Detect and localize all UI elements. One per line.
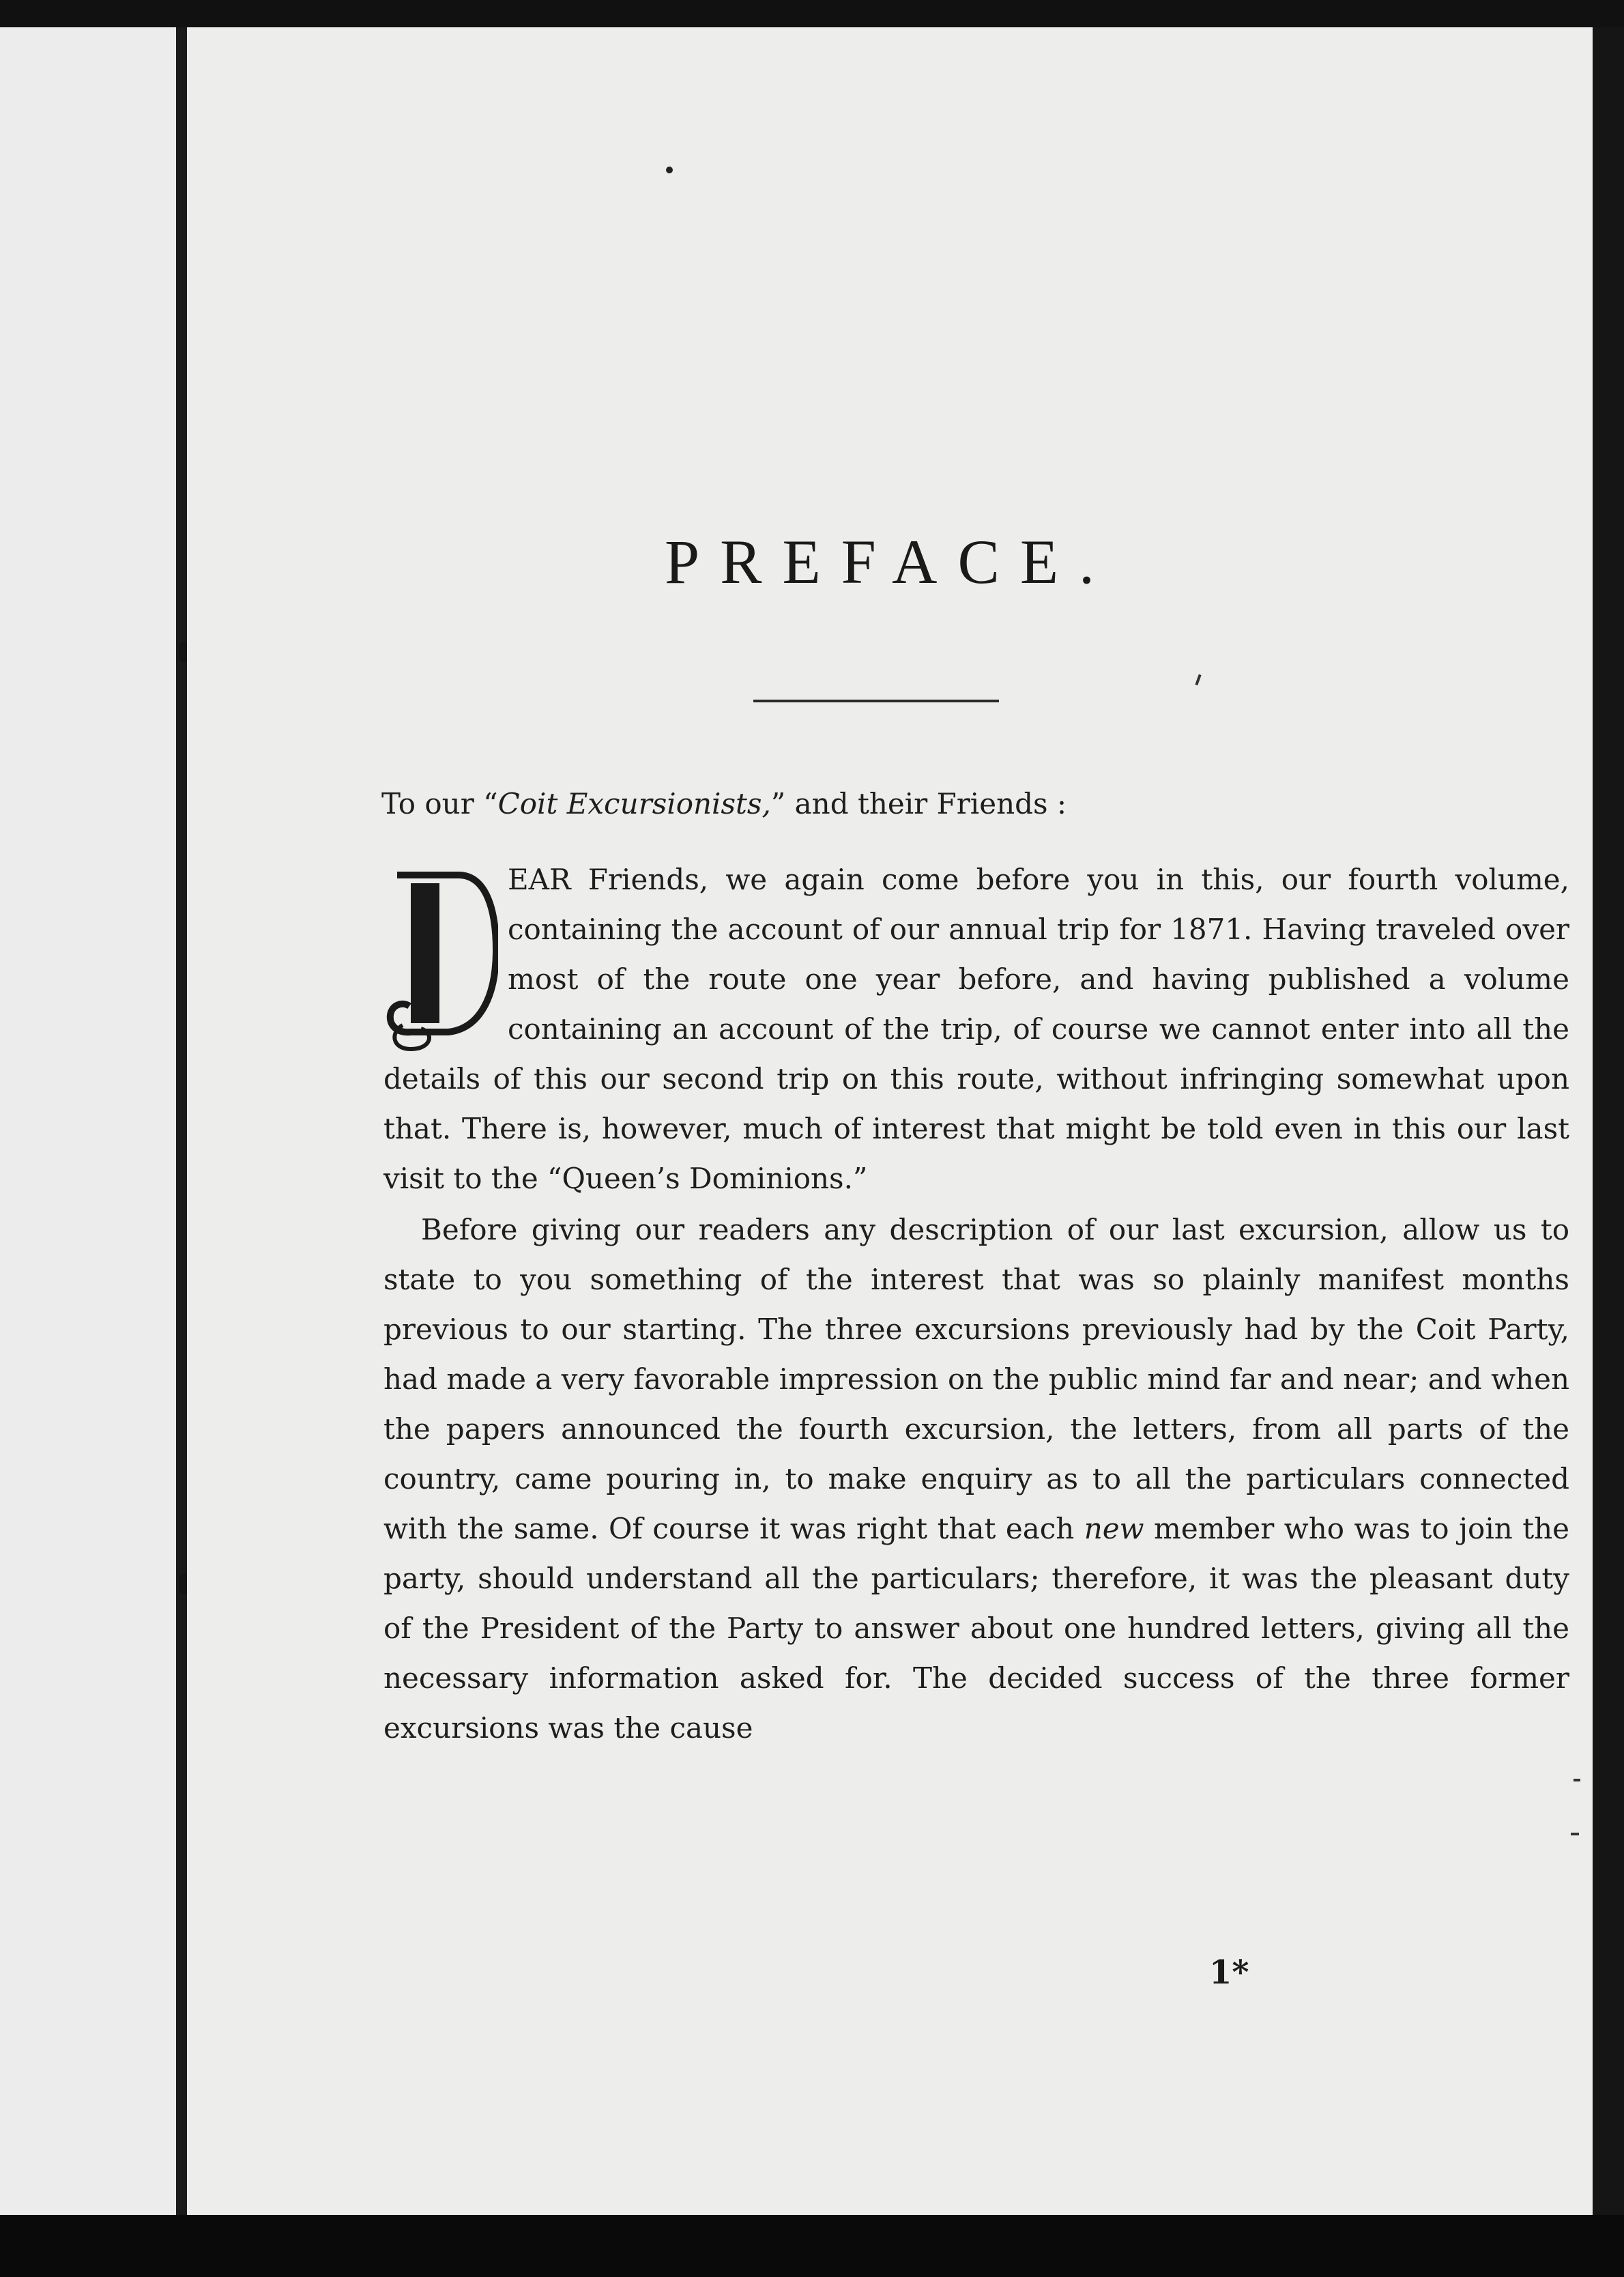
salutation [381,787,1067,820]
paragraph-2-text-a: Before giving our readers any description of our last excursion, allow us to state to you something of the interest that was so plainly manifest months previous to our starting. The three excursions previously had by the Coit Party, had made a very favorable impression on the public mind far and near; and when the papers announced the fourth excursion, the letters, from all parts of the country, came pouring in, to make enquiry as to all the particulars connected with the same. Of course it was right that each [383,1213,1569,1545]
book-page [187,27,1593,2215]
salutation-prefix: To our “ [381,787,498,820]
paragraph-2-text-b: member who was to join the party, should understand all the particulars; therefore, it was the pleasant duty of the President of the Party to answer about one hundred letters, giving all the necessary information asked for. The decided success of the three former excursions was the cause [383,1512,1570,1745]
ink-speck [666,167,673,173]
paragraph-2-italic: new [1084,1512,1144,1545]
preface-body [383,855,1569,1753]
ink-mark [1574,1779,1580,1781]
scan-right-edge [1593,27,1624,2215]
book-binding [176,27,187,2215]
scan-top-edge [0,0,1624,27]
paragraph-1-text: EAR Friends, we again come before you in this, our fourth volume, containing the account of our annual trip for 1871. Having traveled over most of the route one year before, and having published a volume containing an account of the trip, of course we cannot enter into all the details of this our second trip on this route, without infringing somewhat upon that. There is, however, much of interest that might be told even in this our last visit to the “Queen’s Dominions.” [383,863,1569,1195]
title-rule [753,700,999,702]
ink-mark [1195,674,1201,685]
drop-cap [383,855,498,1052]
salutation-italic: Coit Excursionists, [497,787,771,820]
scan-bottom-edge [0,2215,1624,2277]
facing-page [0,27,179,2215]
page-number: 1* [1209,1953,1249,1992]
paragraph-1 [383,855,1569,1203]
salutation-suffix: ” and their Friends : [770,787,1067,820]
paragraph-2 [383,1205,1569,1753]
ink-mark [1571,1833,1579,1835]
page-title: PREFACE. [664,527,1116,597]
